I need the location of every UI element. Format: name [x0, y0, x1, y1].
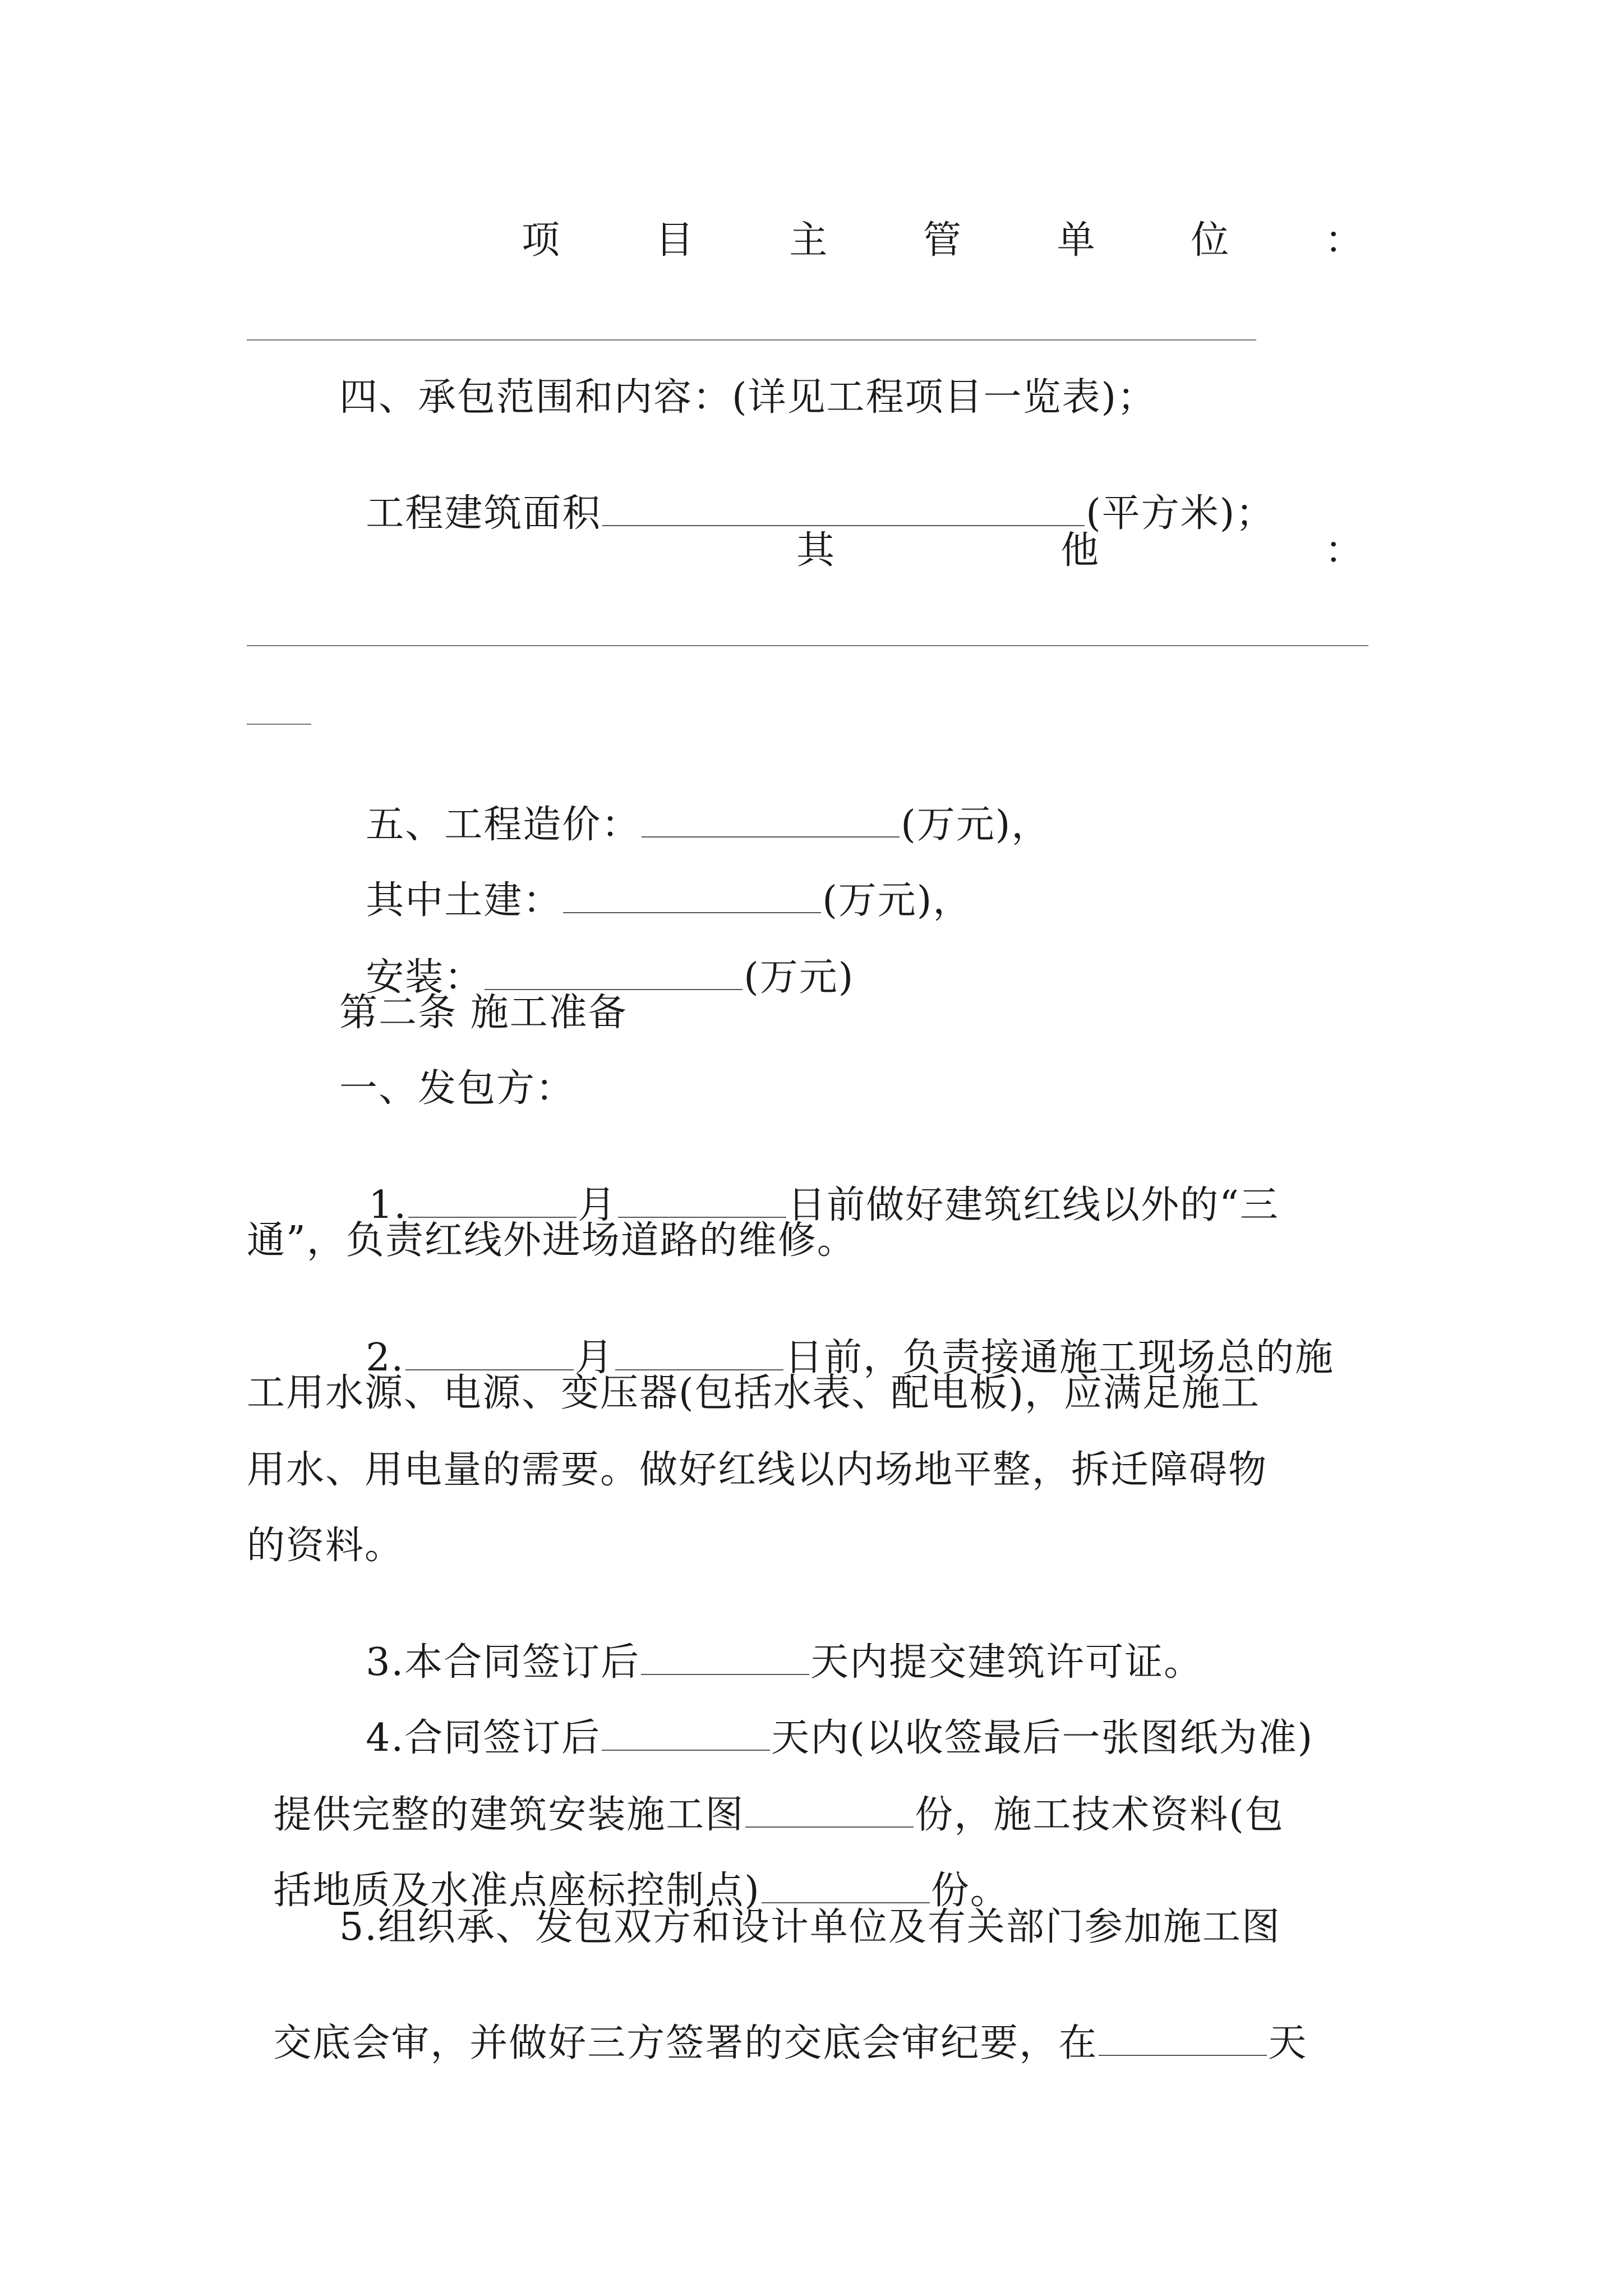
- item1-month: 月: [578, 1183, 617, 1227]
- other-char: 他: [1060, 528, 1099, 573]
- item3-line: [339, 1603, 1204, 1685]
- install-cost-line: [339, 918, 855, 1000]
- item5-line2: [247, 1984, 1307, 2063]
- civil-cost-line: [339, 841, 972, 923]
- heading-char: 单: [1057, 218, 1095, 263]
- install-cost-label: 安装：: [366, 955, 484, 1000]
- cost-unit: (万元)，: [901, 803, 1051, 847]
- item2-month-blank: [405, 1337, 574, 1370]
- item4-text-b: 天内(以收签最后一张图纸为准): [771, 1716, 1314, 1760]
- civil-cost-label: 其中土建：: [366, 878, 562, 923]
- item3-days-blank: [641, 1641, 809, 1675]
- heading-char: ：: [1324, 218, 1363, 263]
- item4-line1: [339, 1679, 1314, 1760]
- item4-days-blank: [602, 1717, 770, 1751]
- item2-line2: 工用水源、电源、变压器(包括水表、配电板)，应满足施工: [247, 1371, 1261, 1415]
- install-cost-unit: (万元): [744, 955, 855, 1000]
- item4-drawings-blank: [745, 1794, 914, 1828]
- heading-char: 位: [1191, 218, 1229, 263]
- item5-days-blank: [1099, 2022, 1267, 2056]
- item5-text-a: 交底会审，并做好三方签署的交底会审纪要，在: [273, 2021, 1098, 2065]
- item1-number: 1.: [368, 1183, 408, 1227]
- item4-docs-blank: [762, 1870, 930, 1903]
- item4-text-e: 括地质及水准点座标控制点): [273, 1869, 760, 1913]
- cost-line: [339, 766, 1051, 847]
- heading-char: 管: [923, 218, 961, 263]
- item2-text: 日前，负责接通施工现场总的施: [785, 1336, 1335, 1380]
- item1-line2: 通”，负责红线外进场道路的维修。: [247, 1218, 856, 1263]
- item4-text-f: 份。: [930, 1869, 1009, 1913]
- item1-text: 日前做好建筑红线以外的“三: [787, 1183, 1279, 1227]
- other-blank-line2: [247, 724, 311, 725]
- building-area-line: [339, 454, 1275, 536]
- section4-title: 四、承包范围和内容：(详见工程项目一览表)；: [339, 375, 1157, 420]
- item4-text-c: 提供完整的建筑安装施工图: [273, 1793, 745, 1837]
- item5-text-b: 天: [1268, 2021, 1308, 2065]
- item2-number: 2.: [366, 1336, 405, 1380]
- item3-text-b: 天内提交建筑许可证。: [810, 1640, 1204, 1685]
- item4-text-d: 份，施工技术资料(包: [915, 1793, 1284, 1837]
- heading-char: 主: [789, 218, 828, 263]
- building-area-blank: [602, 493, 1085, 526]
- item4-text-a: 4.合同签订后: [366, 1716, 601, 1760]
- item3-text-a: 3.本合同签订后: [366, 1640, 640, 1685]
- item4-line2: [247, 1756, 1284, 1837]
- civil-cost-blank: [563, 880, 821, 913]
- item1-line1: [342, 1146, 1279, 1225]
- heading-char: 目: [655, 218, 694, 263]
- item1-day-blank: [618, 1184, 786, 1218]
- item5-line1: 5.组织承、发包双方和设计单位及有关部门参加施工图: [339, 1905, 1281, 1949]
- item2-month: 月: [575, 1336, 615, 1380]
- supervising-unit-label: [522, 218, 1363, 263]
- supervising-unit-blank: [247, 339, 1256, 341]
- item4-line3: [247, 1832, 1009, 1913]
- cost-blank: [642, 804, 900, 838]
- building-area-label: 工程建筑面积: [366, 491, 602, 536]
- item2-line4: 的资料。: [247, 1524, 404, 1568]
- other-label: [796, 528, 1363, 573]
- item2-day-blank: [615, 1337, 783, 1370]
- item2-line3: 用水、用电量的需要。做好红线以内场地平整，拆迁障碍物: [247, 1448, 1268, 1492]
- install-cost-blank: [485, 956, 743, 990]
- cost-label: 五、工程造价：: [366, 803, 641, 847]
- item1-month-blank: [408, 1184, 577, 1218]
- article2-title: 第二条 施工准备: [339, 991, 628, 1035]
- other-char: ：: [1324, 528, 1363, 573]
- item2-line1: [339, 1299, 1335, 1380]
- party-a-heading: 一、发包方：: [339, 1066, 575, 1111]
- civil-cost-unit: (万元)，: [822, 878, 972, 923]
- other-char: 其: [796, 528, 835, 573]
- other-blank-line1: [247, 645, 1368, 646]
- heading-char: 项: [522, 218, 560, 263]
- building-area-unit: (平方米)；: [1086, 491, 1275, 536]
